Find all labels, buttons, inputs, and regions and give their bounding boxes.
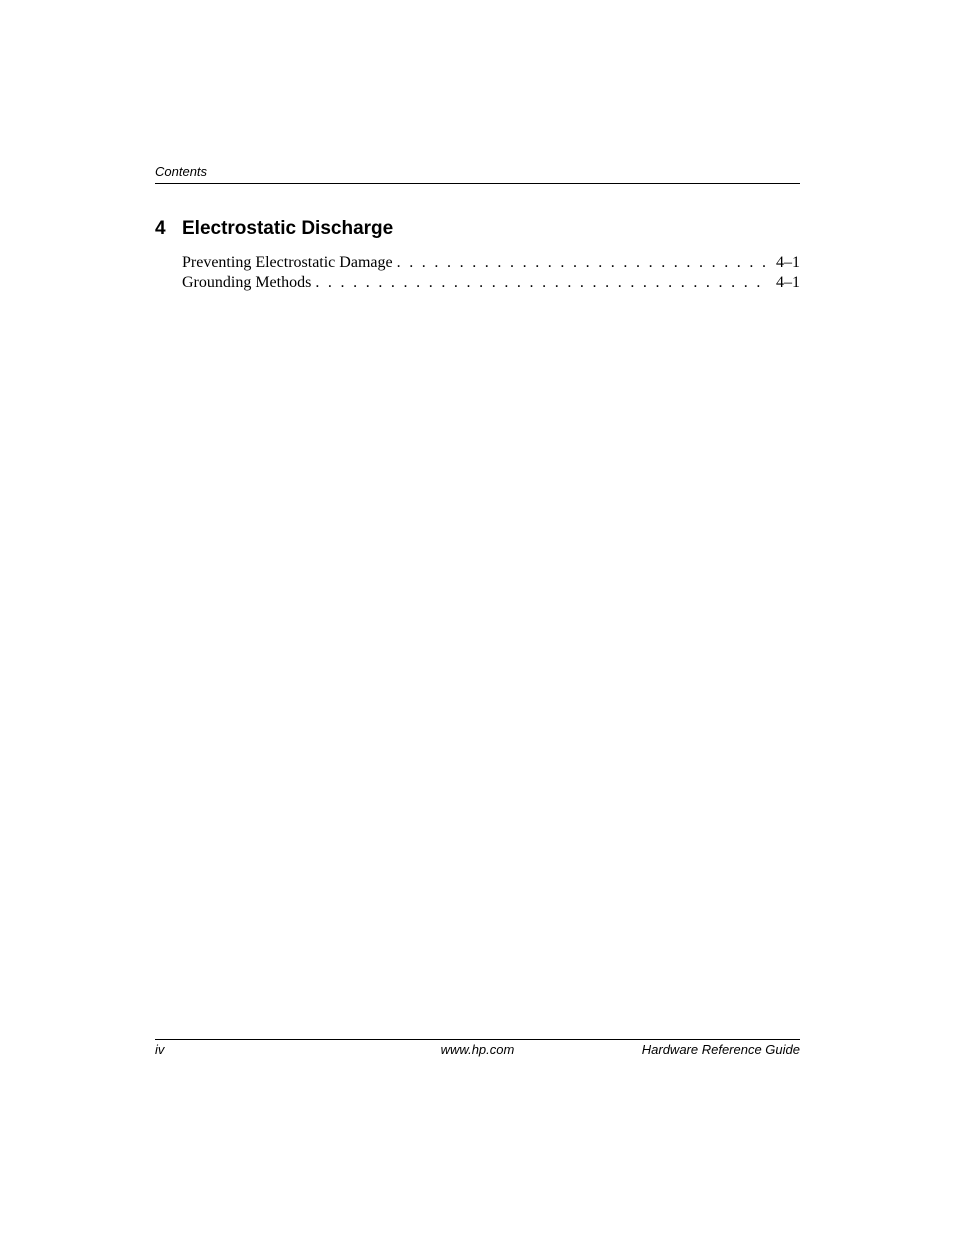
toc-dot-leader <box>315 273 768 293</box>
footer-website: www.hp.com <box>440 1042 515 1057</box>
toc-entry-page: 4–1 <box>776 254 800 271</box>
chapter-number: 4 <box>155 218 166 239</box>
toc-dot-leader <box>397 253 768 273</box>
running-footer <box>155 1041 800 1059</box>
running-header-label: Contents <box>155 164 208 179</box>
toc-entry-preventing-electrostatic-damage[interactable] <box>182 253 800 273</box>
footer-divider <box>155 1039 800 1040</box>
toc-entry-page: 4–1 <box>776 274 800 291</box>
toc-entry-list <box>182 253 800 293</box>
running-header <box>155 163 800 181</box>
footer-page-number: iv <box>155 1042 165 1057</box>
header-divider <box>155 183 800 184</box>
toc-entry-title: Preventing Electrostatic Damage <box>182 254 393 271</box>
chapter-title: Electrostatic Discharge <box>182 218 394 239</box>
footer-document-title: Hardware Reference Guide <box>641 1042 800 1057</box>
toc-entry-grounding-methods[interactable] <box>182 273 800 293</box>
toc-entry-title: Grounding Methods <box>182 274 312 291</box>
chapter-heading <box>155 216 800 242</box>
